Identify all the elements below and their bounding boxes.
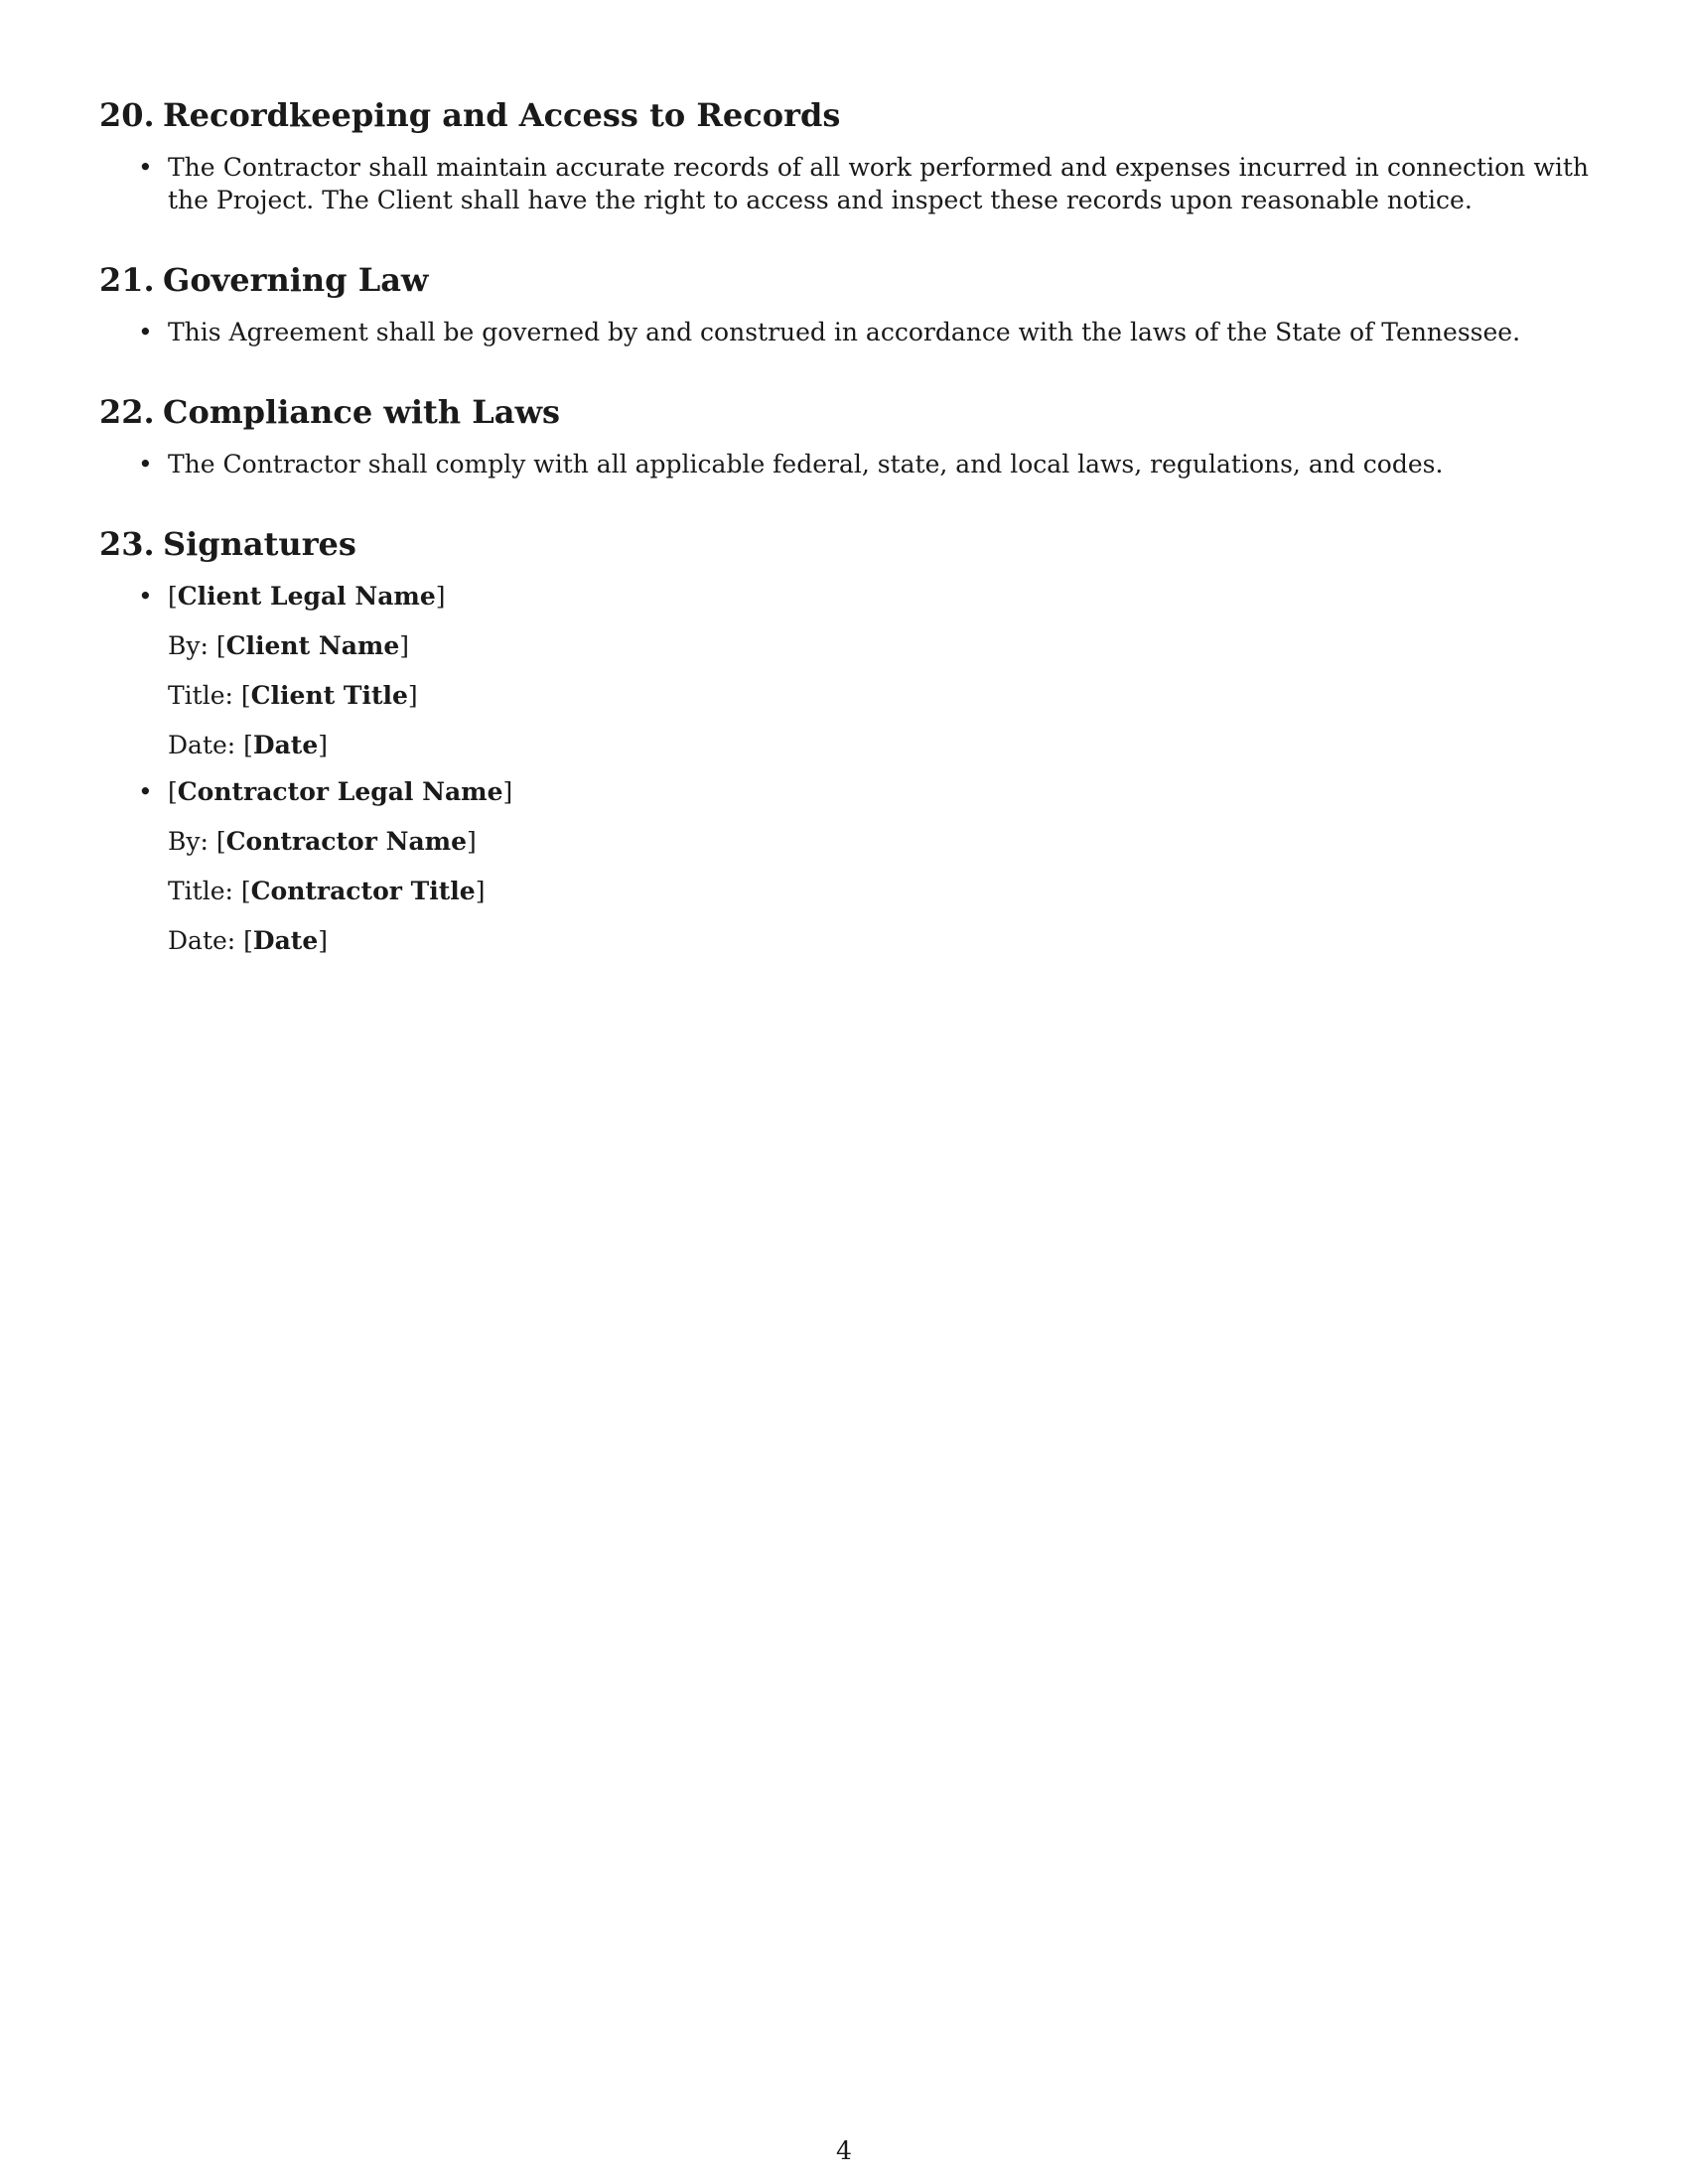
contractor-legal-name-line: [Contractor Legal Name]	[168, 777, 513, 806]
section-title: Signatures	[163, 525, 356, 563]
section-compliance	[99, 388, 1589, 480]
page-number: 4	[836, 2136, 852, 2165]
bullet-text: The Contractor shall comply with all applicable federal, state, and local laws, regulations, and codes.	[168, 450, 1444, 478]
bullet-list	[99, 316, 1589, 348]
by-label: By:	[168, 827, 209, 856]
client-signature-block	[99, 580, 1589, 761]
contractor-date-line: Date: [Date]	[168, 926, 329, 955]
bullet-icon: •	[138, 582, 153, 611]
section-title: Compliance with Laws	[163, 393, 561, 431]
section-governing-law	[99, 256, 1589, 348]
section-heading	[99, 256, 1589, 304]
contractor-legal-name: Contractor Legal Name	[177, 777, 503, 806]
title-label: Title:	[168, 877, 233, 905]
title-label: Title:	[168, 681, 233, 710]
contractor-date: Date	[252, 926, 319, 955]
date-label: Date:	[168, 926, 236, 955]
section-recordkeeping	[99, 91, 1589, 216]
section-heading	[99, 520, 1589, 568]
signature-list	[99, 580, 1589, 957]
list-item	[99, 448, 1589, 480]
bullet-text: The Contractor shall maintain accurate records of all work performed and expenses incurred in connection with the Project. The Client shall have the right to access and inspect these records upon reasonable notice.	[168, 153, 1589, 214]
section-number: 21.	[99, 261, 155, 299]
date-label: Date:	[168, 731, 236, 759]
bullet-text: This Agreement shall be governed by and construed in accordance with the laws of the State of Tennessee.	[168, 318, 1521, 346]
contractor-signature-block	[99, 775, 1589, 957]
bullet-icon: •	[138, 153, 153, 182]
document-body	[99, 91, 1589, 997]
section-number: 22.	[99, 393, 155, 431]
contractor-title: Contractor Title	[250, 877, 476, 905]
client-date: Date	[252, 731, 319, 759]
bullet-icon: •	[138, 318, 153, 346]
contractor-name: Contractor Name	[225, 827, 468, 856]
client-name: Client Name	[225, 631, 400, 660]
section-title: Recordkeeping and Access to Records	[163, 96, 841, 134]
bullet-icon: •	[138, 777, 153, 806]
section-heading	[99, 91, 1589, 139]
by-label: By:	[168, 631, 209, 660]
contractor-title-line: Title: [Contractor Title]	[168, 877, 486, 905]
section-number: 20.	[99, 96, 155, 134]
client-legal-name-line: [Client Legal Name]	[168, 582, 446, 611]
client-title-line: Title: [Client Title]	[168, 681, 418, 710]
section-number: 23.	[99, 525, 155, 563]
client-date-line: Date: [Date]	[168, 731, 329, 759]
section-title: Governing Law	[163, 261, 429, 299]
contractor-by-line: By: [Contractor Name]	[168, 827, 477, 856]
bullet-icon: •	[138, 450, 153, 478]
section-heading	[99, 388, 1589, 436]
section-signatures	[99, 520, 1589, 957]
bullet-list	[99, 151, 1589, 216]
client-legal-name: Client Legal Name	[177, 582, 436, 611]
client-title: Client Title	[250, 681, 408, 710]
list-item	[99, 316, 1589, 348]
list-item	[99, 151, 1589, 216]
bullet-list	[99, 448, 1589, 480]
client-by-line: By: [Client Name]	[168, 631, 410, 660]
